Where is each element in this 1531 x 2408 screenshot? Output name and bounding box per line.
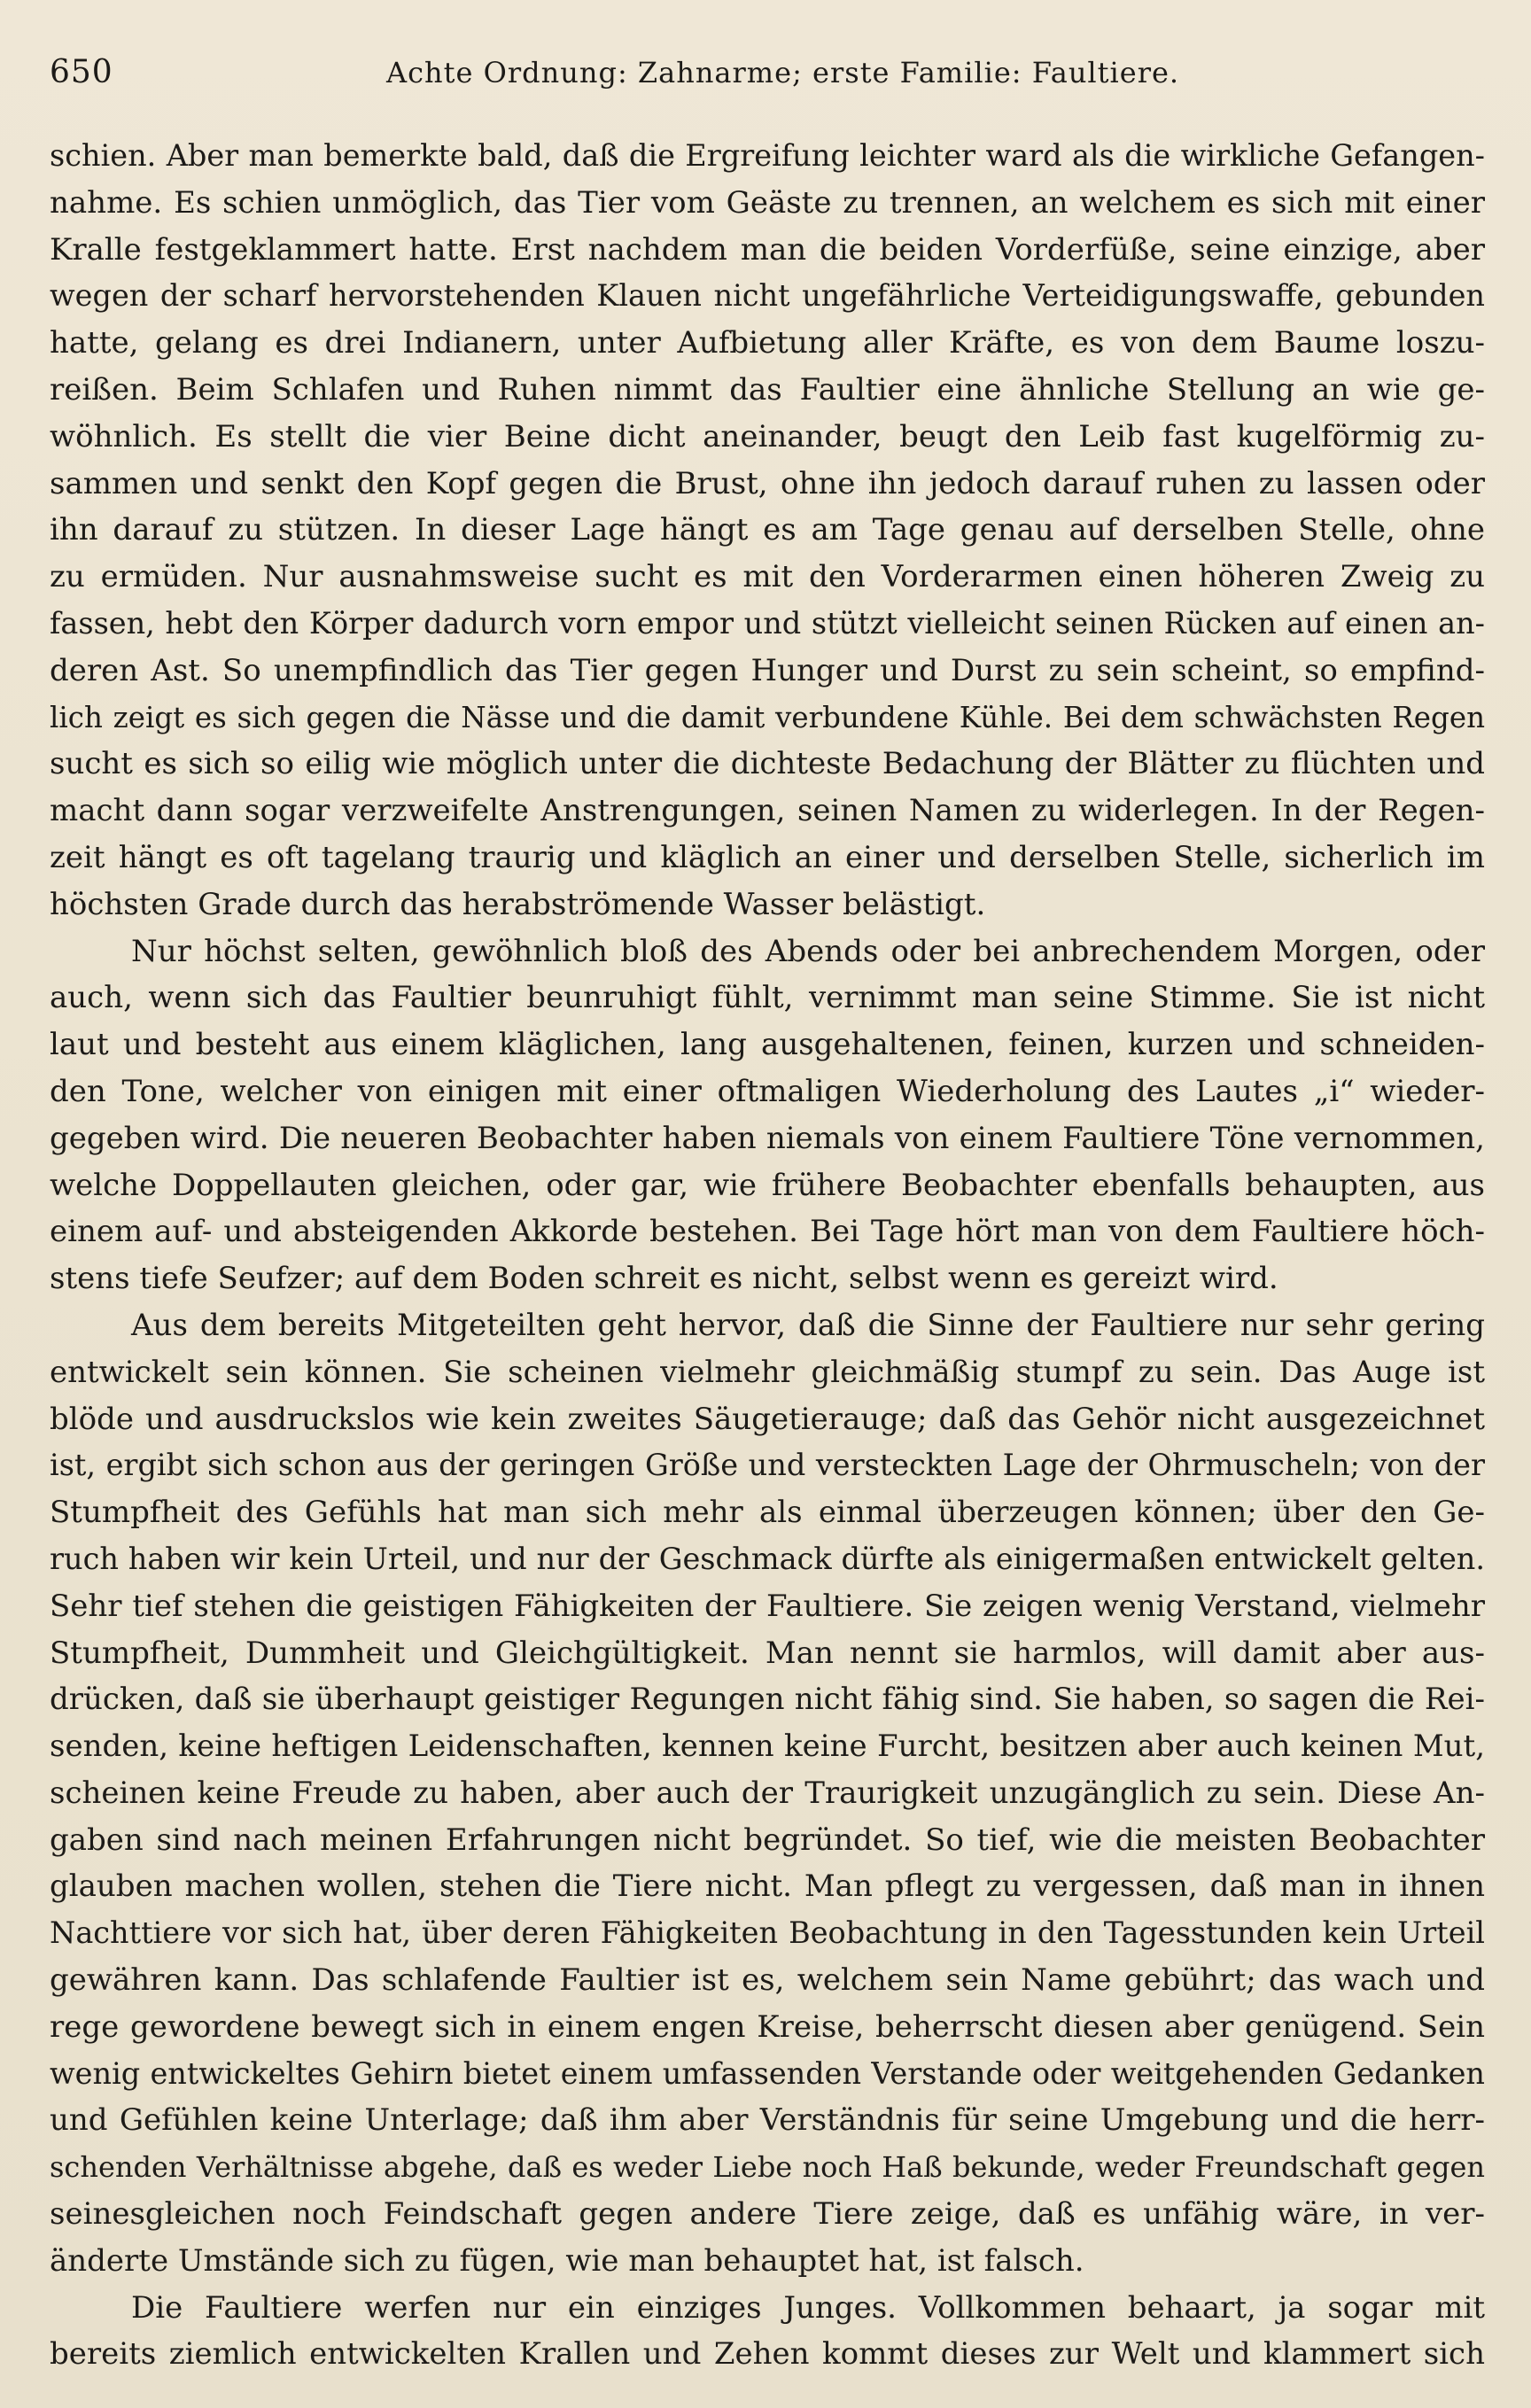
body-text [50,133,1485,2378]
text-line: Die Faultiere werfen nur ein einziges Junges. Vollkommen behaart, ja sogar mit [131,2289,1485,2326]
text-line: wenig entwickeltes Gehirn bietet einem umfassenden Verstande oder weitgehenden Gedanken [50,2055,1485,2091]
text-line: rege gewordene bewegt sich in einem engen Kreise, beherrscht diesen aber genügend. Sein [50,2008,1485,2045]
text-line: gegeben wird. Die neueren Beobachter haben niemals von einem Faultiere Töne vernommen, [50,1120,1485,1156]
text-line: Aus dem bereits Mitgeteilten geht hervor, daß die Sinne der Faultiere nur sehr gering [131,1307,1485,1343]
text-line: ist, ergibt sich schon aus der geringen Größe und versteckten Lage der Ohrmuscheln; von der [50,1448,1485,1483]
text-line: zeit hängt es oft tagelang traurig und kläglich an einer und derselben Stelle, sicherlich im [50,839,1485,875]
text-line: reißen. Beim Schlafen und Ruhen nimmt das Faultier eine ähnliche Stellung an wie ge- [50,371,1485,408]
page-header [50,51,1476,94]
text-line: wegen der scharf hervorstehenden Klauen nicht ungefährliche Verteidigungswaffe, gebunden [50,278,1485,314]
text-line: gewähren kann. Das schlafende Faultier ist es, welchem sein Name gebührt; das wach und [50,1962,1485,1999]
text-line: fassen, hebt den Körper dadurch vorn empor und stützt vielleicht seinen Rücken auf einen an- [50,605,1485,641]
text-line: Nur höchst selten, gewöhnlich bloß des Abends oder bei anbrechendem Morgen, oder [131,933,1485,969]
text-line: entwickelt sein können. Sie scheinen vielmehr gleichmäßig stumpf zu sein. Das Auge ist [50,1354,1485,1390]
text-line: Sehr tief stehen die geistigen Fähigkeiten der Faultiere. Sie zeigen wenig Verstand, vielmehr [50,1588,1485,1624]
text-line: laut und besteht aus einem kläglichen, lang ausgehaltenen, feinen, kurzen und schneiden- [50,1027,1485,1063]
text-line: Nachttiere vor sich hat, über deren Fähigkeiten Beobachtung in den Tagesstunden kein Urteil [50,1915,1485,1951]
text-line: scheinen keine Freude zu haben, aber auch der Traurigkeit unzugänglich zu sein. Diese An- [50,1775,1485,1811]
text-line: lich zeigt es sich gegen die Nässe und die damit verbundene Kühle. Bei dem schwächsten Regen [50,700,1485,734]
text-line: schenden Verhältnisse abgehe, daß es weder Liebe noch Haß bekunde, weder Freundschaft gegen [50,2150,1485,2185]
text-line: sucht es sich so eilig wie möglich unter die dichteste Bedachung der Blätter zu flüchten und [50,746,1485,782]
text-line: blöde und ausdruckslos wie kein zweites Säugetierauge; daß das Gehör nicht ausgezeichnet [50,1401,1485,1437]
running-title: Achte Ordnung: Zahnarme; erste Familie: Faultiere. [386,56,1180,89]
text-line: den Tone, welcher von einigen mit einer oftmaligen Wiederholung des Lautes „i“ wieder- [50,1073,1485,1109]
text-line: gaben sind nach meinen Erfahrungen nicht begründet. So tief, wie die meisten Beobachter [50,1822,1485,1858]
text-line: seinesgleichen noch Feindschaft gegen andere Tiere zeige, daß es unfähig wäre, in ver- [50,2196,1485,2233]
text-line: höchsten Grade durch das herabströmende Wasser belästigt. [50,886,986,922]
text-line: hatte, gelang es drei Indianern, unter Aufbietung aller Kräfte, es von dem Baume loszu- [50,325,1485,361]
text-line: einem auf- und absteigenden Akkorde bestehen. Bei Tage hört man von dem Faultiere höch- [50,1214,1485,1250]
text-line: Stumpfheit des Gefühls hat man sich mehr als einmal überzeugen können; über den Ge- [50,1495,1485,1531]
text-line: stens tiefe Seufzer; auf dem Boden schreit es nicht, selbst wenn es gereizt wird. [50,1261,1278,1297]
text-line: Kralle festgeklammert hatte. Erst nachdem man die beiden Vorderfüße, seine einzige, aber [50,231,1485,268]
text-line: macht dann sogar verzweifelte Anstrengungen, seinen Namen zu widerlegen. In der Regen- [50,793,1485,829]
text-line: nahme. Es schien unmöglich, das Tier vom Geäste zu trennen, an welchem es sich mit einer [50,184,1485,221]
text-line: deren Ast. So unempfindlich das Tier gegen Hunger und Durst zu sein scheint, so empfind- [50,652,1485,688]
page-number: 650 [50,54,113,90]
text-line: ruch haben wir kein Urteil, und nur der Geschmack dürfte als einigermaßen entwickelt gelten. [50,1541,1485,1576]
text-line: änderte Umstände sich zu fügen, wie man behauptet hat, ist falsch. [50,2242,1084,2279]
text-line: ihn darauf zu stützen. In dieser Lage hängt es am Tage genau auf derselben Stelle, ohne [50,512,1485,548]
text-line: bereits ziemlich entwickelten Krallen und Zehen kommt dieses zur Welt und klammert sich [50,2336,1485,2373]
text-line: wöhnlich. Es stellt die vier Beine dicht aneinander, beugt den Leib fast kugelförmig zu- [50,418,1485,454]
text-line: und Gefühlen keine Unterlage; daß ihm aber Verständnis für seine Umgebung und die herr- [50,2102,1485,2139]
text-line: glauben machen wollen, stehen die Tiere nicht. Man pflegt zu vergessen, daß man in ihnen [50,1868,1485,1905]
text-line: schien. Aber man bemerkte bald, daß die Ergreifung leichter ward als die wirkliche Gefangen- [50,138,1485,173]
text-line: zu ermüden. Nur ausnahmsweise sucht es mit den Vorderarmen einen höheren Zweig zu [50,559,1485,595]
text-line: welche Doppellauten gleichen, oder gar, wie frühere Beobachter ebenfalls behaupten, aus [50,1167,1485,1203]
text-line: senden, keine heftigen Leidenschaften, kennen keine Furcht, besitzen aber auch keinen Mut, [50,1728,1485,1765]
text-line: drücken, daß sie überhaupt geistiger Regungen nicht fähig sind. Sie haben, so sagen die Rei- [50,1682,1485,1718]
text-line: Stumpfheit, Dummheit und Gleichgültigkeit. Man nennt sie harmlos, will damit aber aus- [50,1635,1485,1671]
text-line: sammen und senkt den Kopf gegen die Brust, ohne ihn jedoch darauf ruhen zu lassen oder [50,465,1485,501]
text-line: auch, wenn sich das Faultier beunruhigt fühlt, vernimmt man seine Stimme. Sie ist nicht [50,980,1485,1016]
